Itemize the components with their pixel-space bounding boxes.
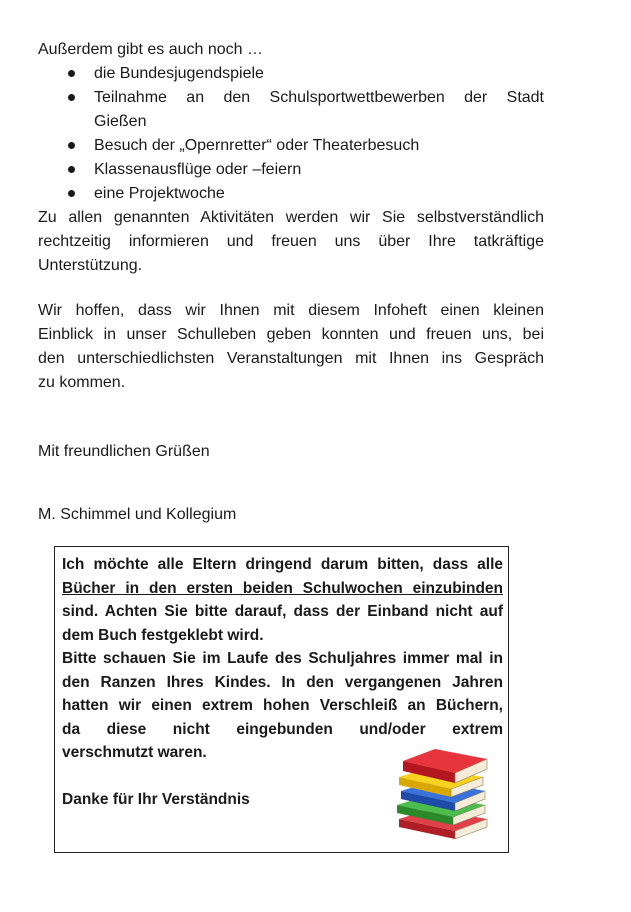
notice-line: verschmutzt waren.: [62, 744, 207, 761]
activities-list: [38, 62, 544, 206]
activity-text: eine Projektwoche: [94, 185, 225, 202]
notice-thanks: Danke für Ihr Verständnis: [62, 791, 250, 808]
list-item: [38, 62, 544, 86]
closing-line: den unterschiedlichsten Veranstaltungen mit Ihnen ins Gespräch: [38, 350, 544, 367]
list-item: [38, 182, 544, 206]
notice-line: da diese nicht eingebunden und/oder extrem: [62, 720, 503, 738]
bullet-icon: [68, 190, 75, 197]
notice-line-underlined: Bücher in den ersten beiden Schulwochen einzubinden: [62, 579, 503, 597]
list-item: [38, 86, 544, 134]
intro-text: Außerdem gibt es auch noch …: [38, 41, 264, 58]
activity-text: Klassenausflüge oder –feiern: [94, 161, 302, 178]
bullet-icon: [68, 70, 75, 77]
closing-line: zu kommen.: [38, 374, 126, 391]
info-line: Unterstützung.: [38, 257, 143, 274]
notice-line: Ich möchte alle Eltern dringend darum bitten, dass alle: [62, 556, 503, 573]
signature: M. Schimmel und Kollegium: [38, 506, 237, 523]
notice-line: dem Buch festgeklebt wird.: [62, 626, 264, 644]
activity-text: Teilnahme an den Schulsportwettbewerben der Stadt: [94, 89, 544, 106]
notice-box: [54, 546, 509, 853]
books-stack-icon: [393, 743, 493, 843]
activity-text-continuation: Gießen: [94, 113, 147, 130]
info-line: rechtzeitig informieren und freuen uns über Ihre tatkräftige: [38, 233, 544, 250]
notice-line: den Ranzen Ihres Kindes. In den vergangenen Jahren: [62, 673, 503, 691]
notice-line: Bitte schauen Sie im Laufe des Schuljahres immer mal in: [62, 650, 503, 667]
activity-text: Besuch der „Opernretter“ oder Theaterbesuch: [94, 137, 420, 154]
info-line: Zu allen genannten Aktivitäten werden wir Sie selbstverständlich: [38, 209, 544, 226]
bullet-icon: [68, 94, 75, 101]
notice-line: sind. Achten Sie bitte darauf, dass der Einband nicht auf: [62, 603, 503, 620]
bullet-icon: [68, 142, 75, 149]
closing-paragraph: [38, 299, 544, 395]
activity-text: die Bundesjugendspiele: [94, 65, 264, 82]
notice-line: hatten wir einen extrem hohen Verschleiß an Büchern,: [62, 697, 503, 714]
list-item: [38, 158, 544, 182]
list-item: [38, 134, 544, 158]
info-paragraph: [38, 206, 544, 278]
closing-line: Einblick in unser Schulleben geben konnten und freuen uns, bei: [38, 326, 544, 343]
closing-line: Wir hoffen, dass wir Ihnen mit diesem Infoheft einen kleinen: [38, 302, 544, 319]
greeting: Mit freundlichen Grüßen: [38, 443, 210, 460]
bullet-icon: [68, 166, 75, 173]
